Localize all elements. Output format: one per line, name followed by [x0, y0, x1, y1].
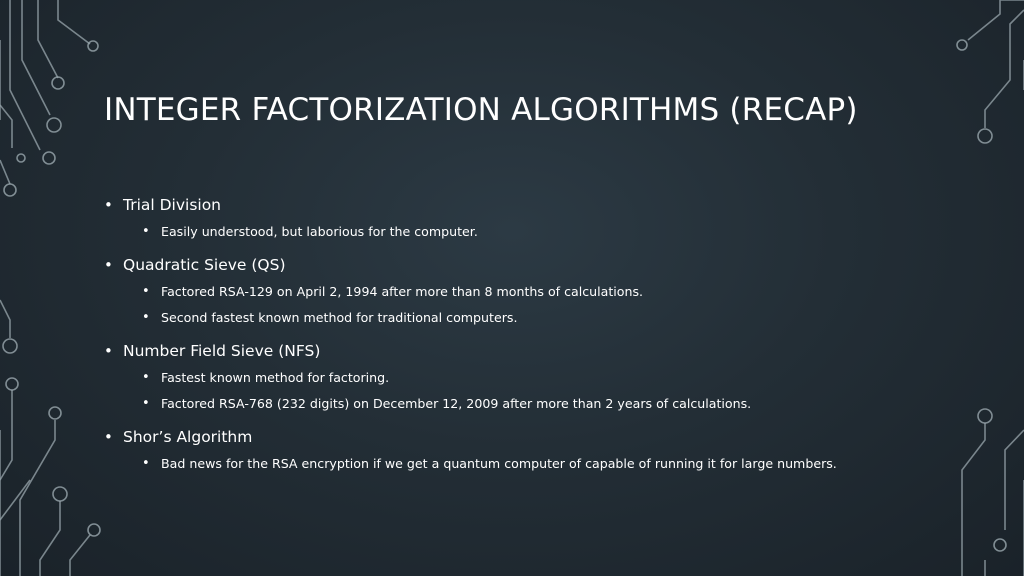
list-item [104, 425, 984, 449]
list-subitem [142, 306, 984, 329]
list-subitem-text: Fastest known method for factoring. [161, 370, 390, 385]
list-item [104, 253, 984, 277]
list-subitem-text: Factored RSA-768 (232 digits) on December 12, 2009 after more than 2 years of calculations. [161, 396, 752, 411]
list-item-label: Shor’s Algorithm [123, 428, 253, 446]
list-subitem [142, 280, 984, 303]
list-subitem [142, 220, 984, 243]
bullet-icon: • [104, 428, 113, 446]
bullet-icon: • [142, 370, 150, 385]
list-subitem [142, 366, 984, 389]
bullet-icon: • [104, 196, 113, 214]
bullet-list [104, 193, 984, 475]
list-subitem [142, 452, 984, 475]
bullet-icon: • [142, 456, 150, 471]
bullet-icon: • [142, 224, 150, 239]
bullet-icon: • [142, 396, 150, 411]
list-item [104, 339, 984, 363]
list-item-label: Trial Division [123, 196, 222, 214]
bullet-icon: • [142, 310, 150, 325]
list-subitem-text: Second fastest known method for traditional computers. [161, 310, 518, 325]
list-subitem [142, 392, 984, 415]
list-item-label: Quadratic Sieve (QS) [123, 256, 286, 274]
list-item [104, 193, 984, 217]
list-item-label: Number Field Sieve (NFS) [123, 342, 321, 360]
bullet-icon: • [104, 342, 113, 360]
list-subitem-text: Easily understood, but laborious for the computer. [161, 224, 478, 239]
slide-title: INTEGER FACTORIZATION ALGORITHMS (RECAP) [104, 92, 858, 128]
list-subitem-text: Factored RSA-129 on April 2, 1994 after more than 8 months of calculations. [161, 284, 644, 299]
bullet-icon: • [142, 284, 150, 299]
list-subitem-text: Bad news for the RSA encryption if we get a quantum computer of capable of running it for large numbers. [161, 456, 837, 471]
bullet-icon: • [104, 256, 113, 274]
